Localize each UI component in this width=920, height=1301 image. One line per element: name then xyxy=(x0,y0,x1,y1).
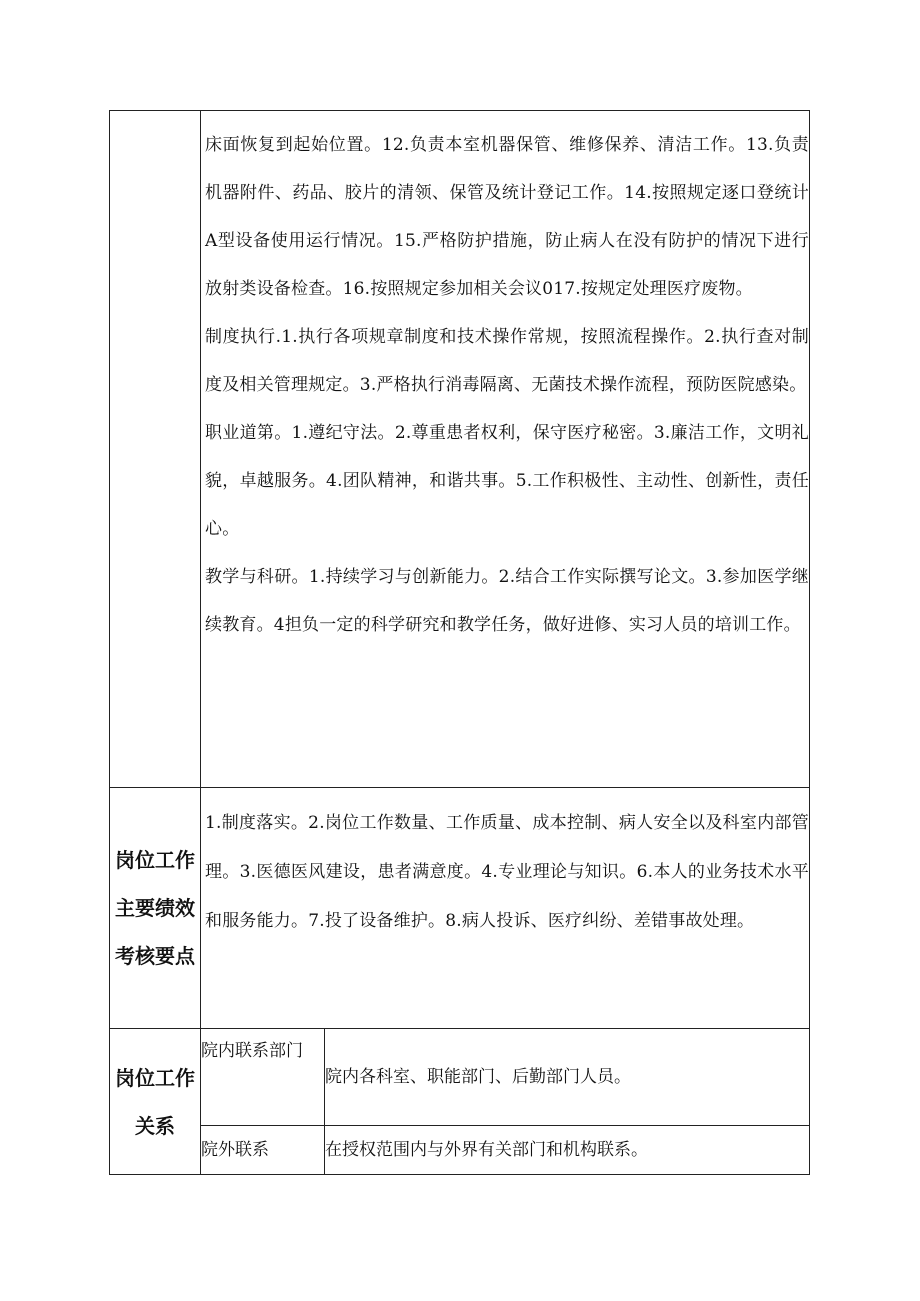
performance-label: 岗位工作主要绩效考核要点 xyxy=(110,788,201,1029)
duty-paragraph-rules: 制度执行.1.执行各项规章制度和技术操作常规，按照流程操作。2.执行查对制度及相关管理规定。3.严格执行消毒隔离、无菌技术操作流程，预防医院感染。 xyxy=(205,327,809,395)
duties-content-cell xyxy=(201,111,810,788)
external-contact-text: 在授权范围内与外界有关部门和机构联系。 xyxy=(325,1126,810,1175)
performance-row xyxy=(110,788,810,1029)
duties-text xyxy=(201,111,809,649)
job-description-table xyxy=(109,110,810,1175)
relations-external-row xyxy=(110,1126,810,1175)
duties-row xyxy=(110,111,810,788)
duty-paragraph-equipment: 床面恢复到起始位置。12.负责本室机器保管、维修保养、清洁工作。13.负责机器附件、药品、胶片的清领、保管及统计登记工作。14.按照规定逐口登统计A型设备使用运行情况。15.严格防护措施，防止病人在没有防护的情况下进行放射类设备检查。16.按照规定参加相关会议017.按规定处理医疗废物。 xyxy=(205,135,809,299)
internal-contact-label: 院内联系部门 xyxy=(201,1029,325,1126)
relations-label: 岗位工作关系 xyxy=(110,1029,201,1175)
external-contact-label: 院外联系 xyxy=(201,1126,325,1175)
performance-content-cell xyxy=(201,788,810,1029)
performance-text: 1.制度落实。2.岗位工作数量、工作质量、成本控制、病人安全以及科室内部管理。3.医德医风建设，患者满意度。4.专业理论与知识。6.本人的业务技术水平和服务能力。7.投了设备维护。8.病人投诉、医疗纠纷、差错事故处理。 xyxy=(205,813,809,931)
duty-paragraph-teaching: 教学与科研。1.持续学习与创新能力。2.结合工作实际撰写论文。3.参加医学继续教育。4担负一定的科学研究和教学任务，做好进修、实习人员的培训工作。 xyxy=(205,567,809,635)
relations-internal-row xyxy=(110,1029,810,1126)
duty-paragraph-ethics: 职业道第。1.遵纪守法。2.尊重患者权利，保守医疗秘密。3.廉洁工作，文明礼貌，卓越服务。4.团队精神，和谐共事。5.工作积极性、主动性、创新性，责任心。 xyxy=(205,423,809,539)
duties-label-cell xyxy=(110,111,201,788)
internal-contact-text: 院内各科室、职能部门、后勤部门人员。 xyxy=(325,1029,810,1126)
